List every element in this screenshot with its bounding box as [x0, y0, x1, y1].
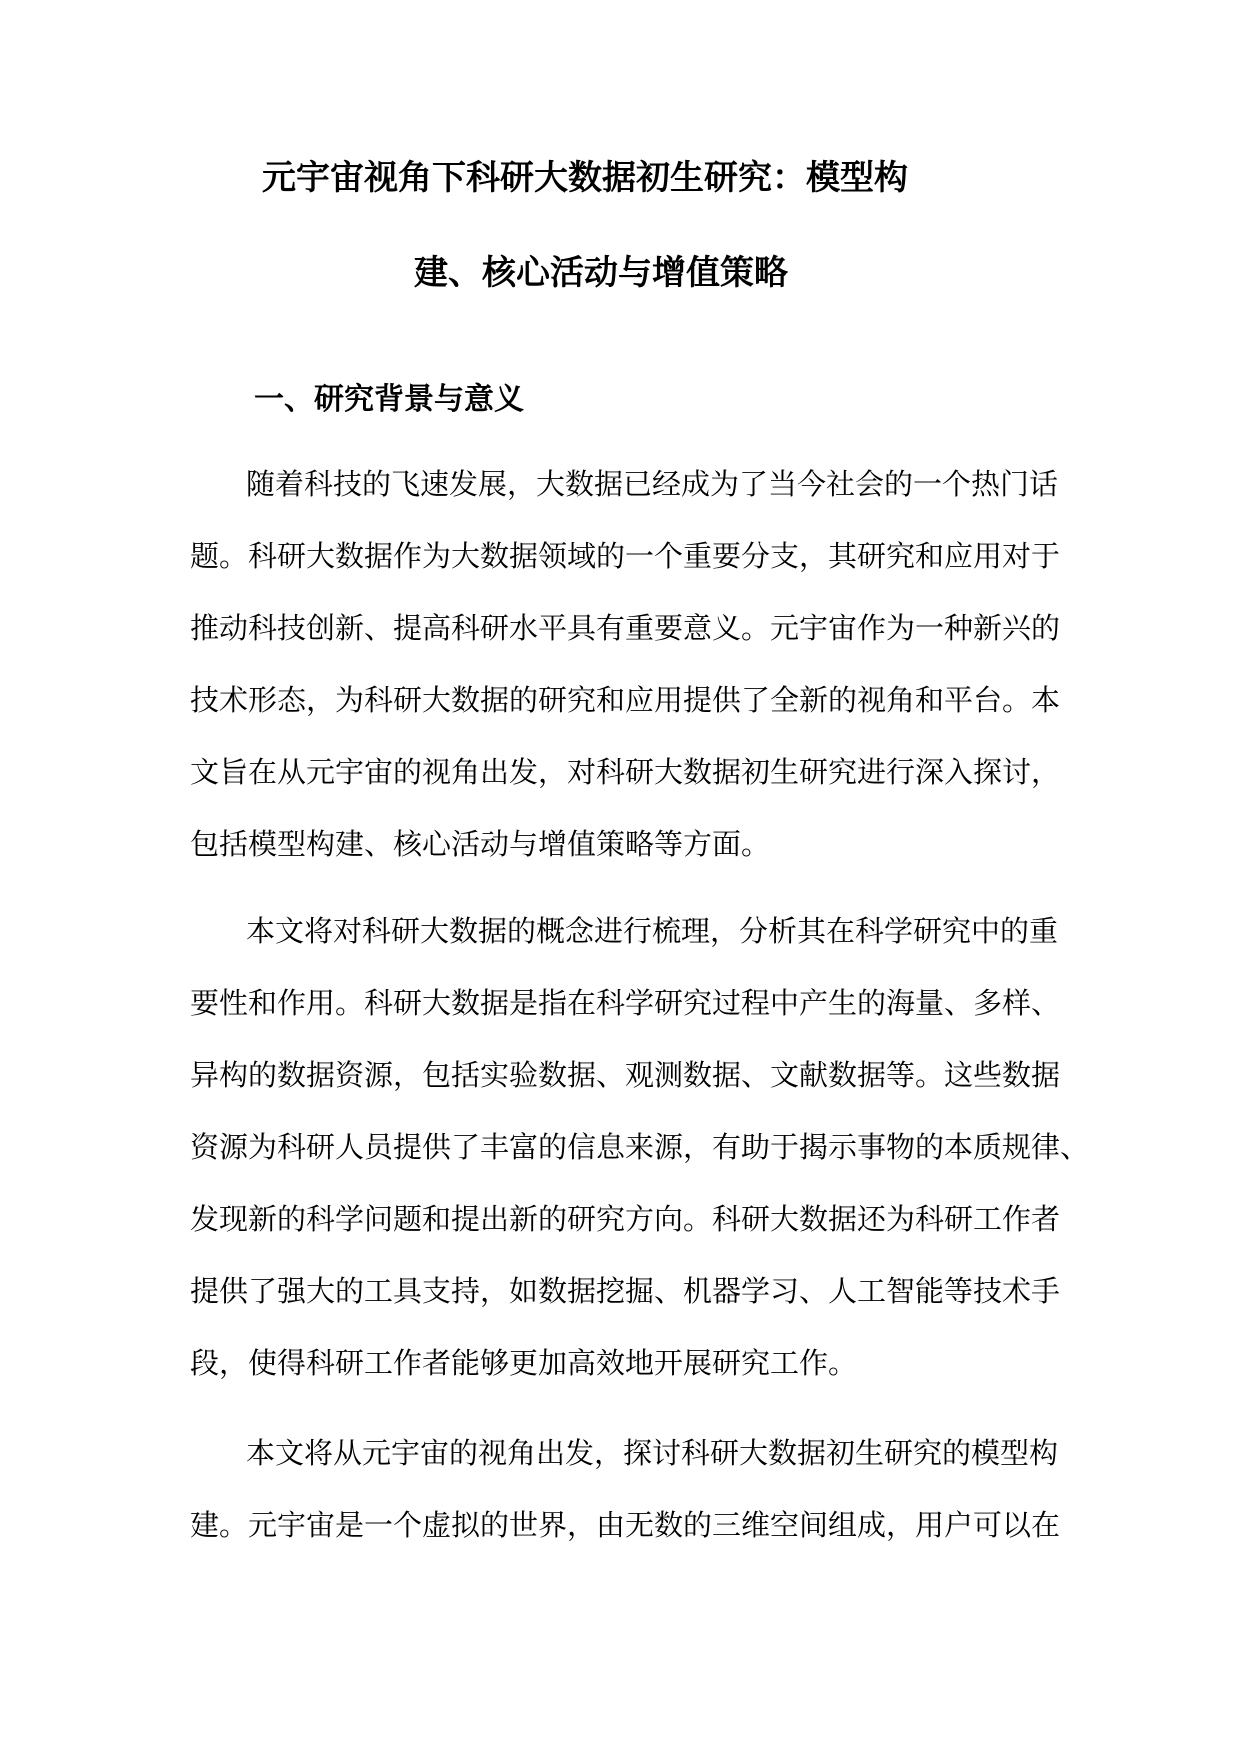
paragraph-3-line-2: 建。元宇宙是一个虚拟的世界，由无数的三维空间组成，用户可以在 [190, 1508, 1061, 1542]
paragraph-1-line-2: 题。科研大数据作为大数据领域的一个重要分支，其研究和应用对于 [190, 539, 1061, 573]
paragraph-2-line-4: 资源为科研人员提供了丰富的信息来源，有助于揭示事物的本质规律、 [190, 1130, 1090, 1164]
document-title-line-1: 元宇宙视角下科研大数据初生研究：模型构 [262, 158, 908, 198]
paragraph-2-line-2: 要性和作用。科研大数据是指在科学研究过程中产生的海量、多样、 [190, 986, 1061, 1020]
paragraph-3-line-1: 本文将从元宇宙的视角出发，探讨科研大数据初生研究的模型构 [246, 1436, 1059, 1470]
paragraph-2-line-6: 提供了强大的工具支持，如数据挖掘、机器学习、人工智能等技术手 [190, 1274, 1061, 1308]
paragraph-1-line-6: 包括模型构建、核心活动与增值策略等方面。 [190, 827, 771, 861]
paragraph-1-line-5: 文旨在从元宇宙的视角出发，对科研大数据初生研究进行深入探讨， [190, 755, 1061, 789]
paragraph-1-line-4: 技术形态，为科研大数据的研究和应用提供了全新的视角和平台。本 [190, 683, 1061, 717]
paragraph-1-line-1: 随着科技的飞速发展，大数据已经成为了当今社会的一个热门话 [246, 467, 1059, 501]
document-title-line-2: 建、核心活动与增值策略 [414, 253, 788, 293]
section-heading: 一、研究背景与意义 [254, 382, 524, 417]
paragraph-1-line-3: 推动科技创新、提高科研水平具有重要意义。元宇宙作为一种新兴的 [190, 611, 1061, 645]
paragraph-2-line-5: 发现新的科学问题和提出新的研究方向。科研大数据还为科研工作者 [190, 1202, 1061, 1236]
paragraph-2-line-1: 本文将对科研大数据的概念进行梳理，分析其在科学研究中的重 [246, 914, 1059, 948]
paragraph-2-line-7: 段，使得科研工作者能够更加高效地开展研究工作。 [190, 1346, 858, 1380]
paragraph-2-line-3: 异构的数据资源，包括实验数据、观测数据、文献数据等。这些数据 [190, 1058, 1061, 1092]
